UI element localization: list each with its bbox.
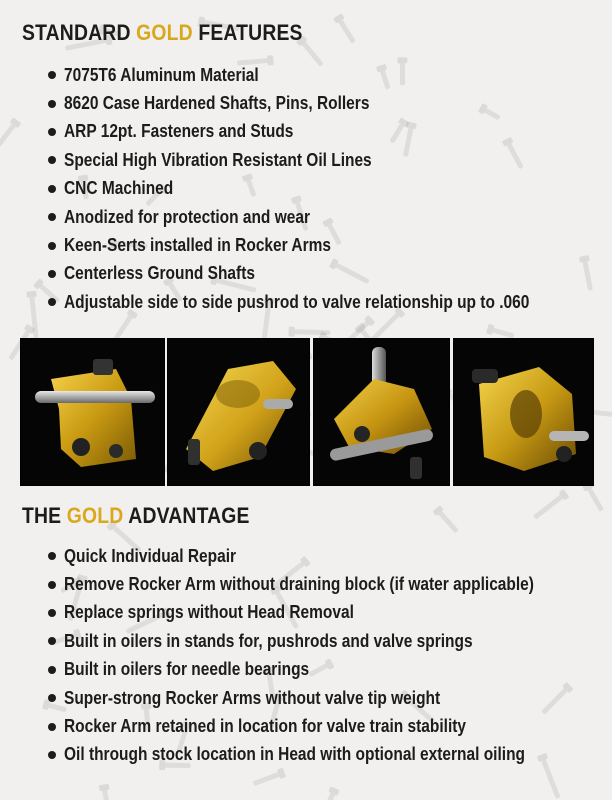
list-item-text: Rocker Arm retained in location for valve train stability: [64, 716, 467, 737]
list-item-text: Built in oilers for needle bearings: [64, 659, 310, 680]
bullet-icon: [48, 666, 56, 674]
gold-advantage-heading: [22, 503, 250, 529]
list-item: [48, 627, 610, 655]
bullet-icon: [48, 552, 56, 560]
list-item: [48, 146, 605, 174]
heading-text: FEATURES: [192, 20, 303, 45]
bullet-icon: [48, 100, 56, 108]
bullet-icon: [48, 156, 56, 164]
gold-rocker-assembly-angle-photo: [313, 338, 450, 486]
list-item-text: ARP 12pt. Fasteners and Studs: [64, 121, 294, 142]
list-item: [48, 61, 605, 89]
list-item-text: Adjustable side to side pushrod to valve relationship up to .060: [64, 291, 530, 312]
list-item: [48, 570, 610, 598]
bullet-icon: [48, 270, 56, 278]
bullet-icon: [48, 71, 56, 79]
bullet-icon: [48, 213, 56, 221]
list-item-text: Super-strong Rocker Arms without valve tip weight: [64, 687, 441, 708]
list-item-text: 7075T6 Aluminum Material: [64, 64, 259, 85]
bullet-icon: [48, 581, 56, 589]
bullet-icon: [48, 609, 56, 617]
bullet-icon: [48, 128, 56, 136]
gold-rocker-stand-side-photo: [20, 338, 165, 486]
heading-text: STANDARD: [22, 20, 137, 45]
list-item-text: Keen-Serts installed in Rocker Arms: [64, 235, 331, 256]
list-item-text: Replace springs without Head Removal: [64, 602, 354, 623]
list-item: [48, 89, 605, 117]
list-item: [48, 203, 605, 231]
list-item: [48, 288, 605, 316]
list-item-text: Remove Rocker Arm without draining block (if water applicable): [64, 574, 534, 595]
list-item: [48, 684, 610, 712]
list-item: [48, 231, 605, 259]
gold-advantage-list: [48, 542, 610, 769]
bullet-icon: [48, 723, 56, 731]
heading-accent-gold: GOLD: [136, 20, 193, 45]
list-item: [48, 656, 610, 684]
list-item-text: Centerless Ground Shafts: [64, 263, 255, 284]
bullet-icon: [48, 298, 56, 306]
list-item: [48, 260, 605, 288]
bullet-icon: [48, 637, 56, 645]
standard-features-list: [48, 61, 605, 317]
list-item-text: Built in oilers in stands for, pushrods and valve springs: [64, 630, 473, 651]
bullet-icon: [48, 242, 56, 250]
heading-text: THE: [22, 503, 67, 528]
product-photo-strip: [20, 338, 592, 484]
list-item: [48, 175, 605, 203]
list-item-text: 8620 Case Hardened Shafts, Pins, Rollers: [64, 93, 370, 114]
list-item: [48, 599, 610, 627]
list-item-text: CNC Machined: [64, 178, 174, 199]
list-item: [48, 118, 605, 146]
heading-text: ADVANTAGE: [123, 503, 250, 528]
bullet-icon: [48, 694, 56, 702]
gold-rocker-arm-front-photo: [453, 338, 594, 486]
list-item: [48, 542, 610, 570]
list-item-text: Anodized for protection and wear: [64, 206, 310, 227]
list-item-text: Quick Individual Repair: [64, 545, 237, 566]
list-item-text: Oil through stock location in Head with optional external oiling: [64, 744, 525, 765]
gold-rocker-arm-top-photo: [167, 338, 310, 486]
list-item: [48, 741, 610, 769]
list-item: [48, 712, 610, 740]
bullet-icon: [48, 185, 56, 193]
list-item-text: Special High Vibration Resistant Oil Lines: [64, 149, 372, 170]
heading-accent-gold: GOLD: [66, 503, 124, 528]
bullet-icon: [48, 751, 56, 759]
standard-features-heading: [22, 20, 303, 46]
